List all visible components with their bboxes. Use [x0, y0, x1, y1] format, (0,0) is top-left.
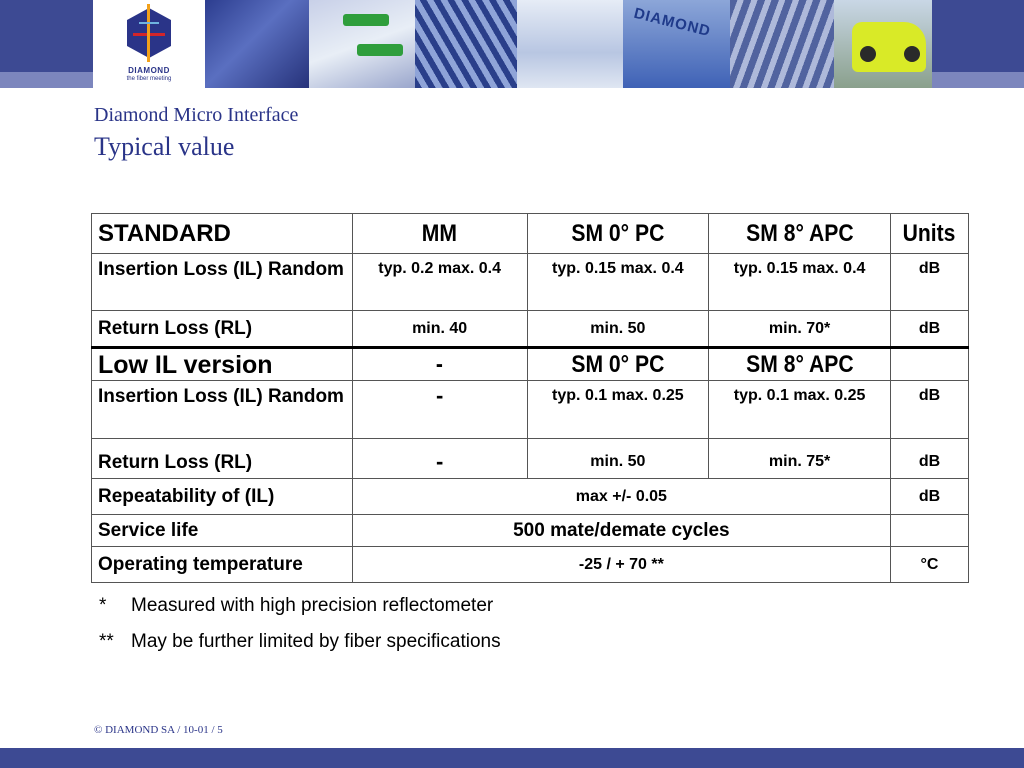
- connector-shape: [357, 44, 403, 56]
- diamond-logo: [93, 0, 205, 88]
- cell-sm0: typ. 0.15 max. 0.4: [527, 254, 709, 311]
- cell-sm8: min. 75*: [709, 439, 891, 479]
- footnote-text: Measured with high precision reflectometer: [131, 595, 494, 616]
- logo-tagline: the fiber meeting: [126, 76, 172, 82]
- table-row: [92, 515, 969, 547]
- cell-mm: typ. 0.2 max. 0.4: [352, 254, 527, 311]
- row-label: Repeatability of (IL): [92, 479, 353, 515]
- low-il-header-row: [92, 348, 969, 381]
- logo-name: DIAMOND: [128, 66, 170, 75]
- cell-unit: °C: [890, 547, 968, 583]
- cell-value: max +/- 0.05: [352, 479, 890, 515]
- table-row: [92, 381, 969, 439]
- low-il-sm0: SM 0° PC: [538, 348, 698, 381]
- table-row: [92, 479, 969, 515]
- footnote-mark: **: [99, 631, 114, 652]
- table-row: [92, 311, 969, 348]
- footnote-mark: *: [99, 595, 107, 616]
- low-il-label: Low IL version: [92, 348, 353, 381]
- footnote: [99, 588, 501, 624]
- footnote: [99, 624, 501, 660]
- connector-shape: [343, 14, 389, 26]
- cell-unit: dB: [890, 479, 968, 515]
- table-row: [92, 439, 969, 479]
- header-standard: STANDARD: [92, 214, 353, 254]
- row-label: Operating temperature: [92, 547, 353, 583]
- cell-value: -25 / + 70 **: [352, 547, 890, 583]
- row-label: Insertion Loss (IL) Random: [92, 381, 353, 439]
- cell-unit: [890, 515, 968, 547]
- low-il-mm: -: [363, 348, 517, 381]
- cell-sm0: min. 50: [527, 439, 709, 479]
- header-mm: MM: [363, 214, 517, 254]
- cell-sm0: typ. 0.1 max. 0.25: [527, 381, 709, 439]
- banner-photo-car: [834, 0, 932, 88]
- cell-unit: dB: [890, 254, 968, 311]
- banner-photo-device: [205, 0, 309, 88]
- low-il-units: [895, 348, 964, 381]
- cell-mm: min. 40: [352, 311, 527, 348]
- cell-unit: dB: [890, 439, 968, 479]
- specs-table: [91, 213, 969, 583]
- cell-sm8: typ. 0.1 max. 0.25: [709, 381, 891, 439]
- page-title: Typical value: [94, 132, 235, 161]
- cell-sm8: typ. 0.15 max. 0.4: [709, 254, 891, 311]
- building-sign: DIAMOND: [632, 4, 713, 41]
- cell-sm0: min. 50: [527, 311, 709, 348]
- table-row: [92, 547, 969, 583]
- footer-bar: [0, 748, 1024, 768]
- diamond-logo-icon: [93, 0, 205, 66]
- banner-photo-signpost: [517, 0, 623, 88]
- low-il-sm8: SM 8° APC: [720, 348, 880, 381]
- header-sm8: SM 8° APC: [720, 214, 880, 254]
- cell-unit: dB: [890, 311, 968, 348]
- banner-photo-building: [623, 0, 730, 88]
- page-subtitle: Diamond Micro Interface: [94, 104, 299, 126]
- wheel-shape: [904, 46, 920, 62]
- banner-photo-fibers: [415, 0, 517, 88]
- table-row: [92, 254, 969, 311]
- banner-photo-connectors: [309, 0, 415, 88]
- footnotes: [99, 588, 501, 660]
- header-units: Units: [895, 214, 964, 254]
- cell-mm: -: [352, 381, 527, 439]
- header-banner: [0, 0, 1024, 88]
- row-label: Return Loss (RL): [92, 439, 353, 479]
- footer-copyright: © DIAMOND SA / 10-01 / 5: [94, 724, 223, 736]
- cell-mm: -: [352, 439, 527, 479]
- banner-photo-cables: [730, 0, 834, 88]
- cell-unit: dB: [890, 381, 968, 439]
- header-sm0: SM 0° PC: [538, 214, 698, 254]
- footnote-text: May be further limited by fiber specifications: [131, 631, 501, 652]
- row-label: Service life: [92, 515, 353, 547]
- wheel-shape: [860, 46, 876, 62]
- cell-value: 500 mate/demate cycles: [352, 515, 890, 547]
- row-label: Return Loss (RL): [92, 311, 353, 348]
- row-label: Insertion Loss (IL) Random: [92, 254, 353, 311]
- table-header-row: [92, 214, 969, 254]
- cell-sm8: min. 70*: [709, 311, 891, 348]
